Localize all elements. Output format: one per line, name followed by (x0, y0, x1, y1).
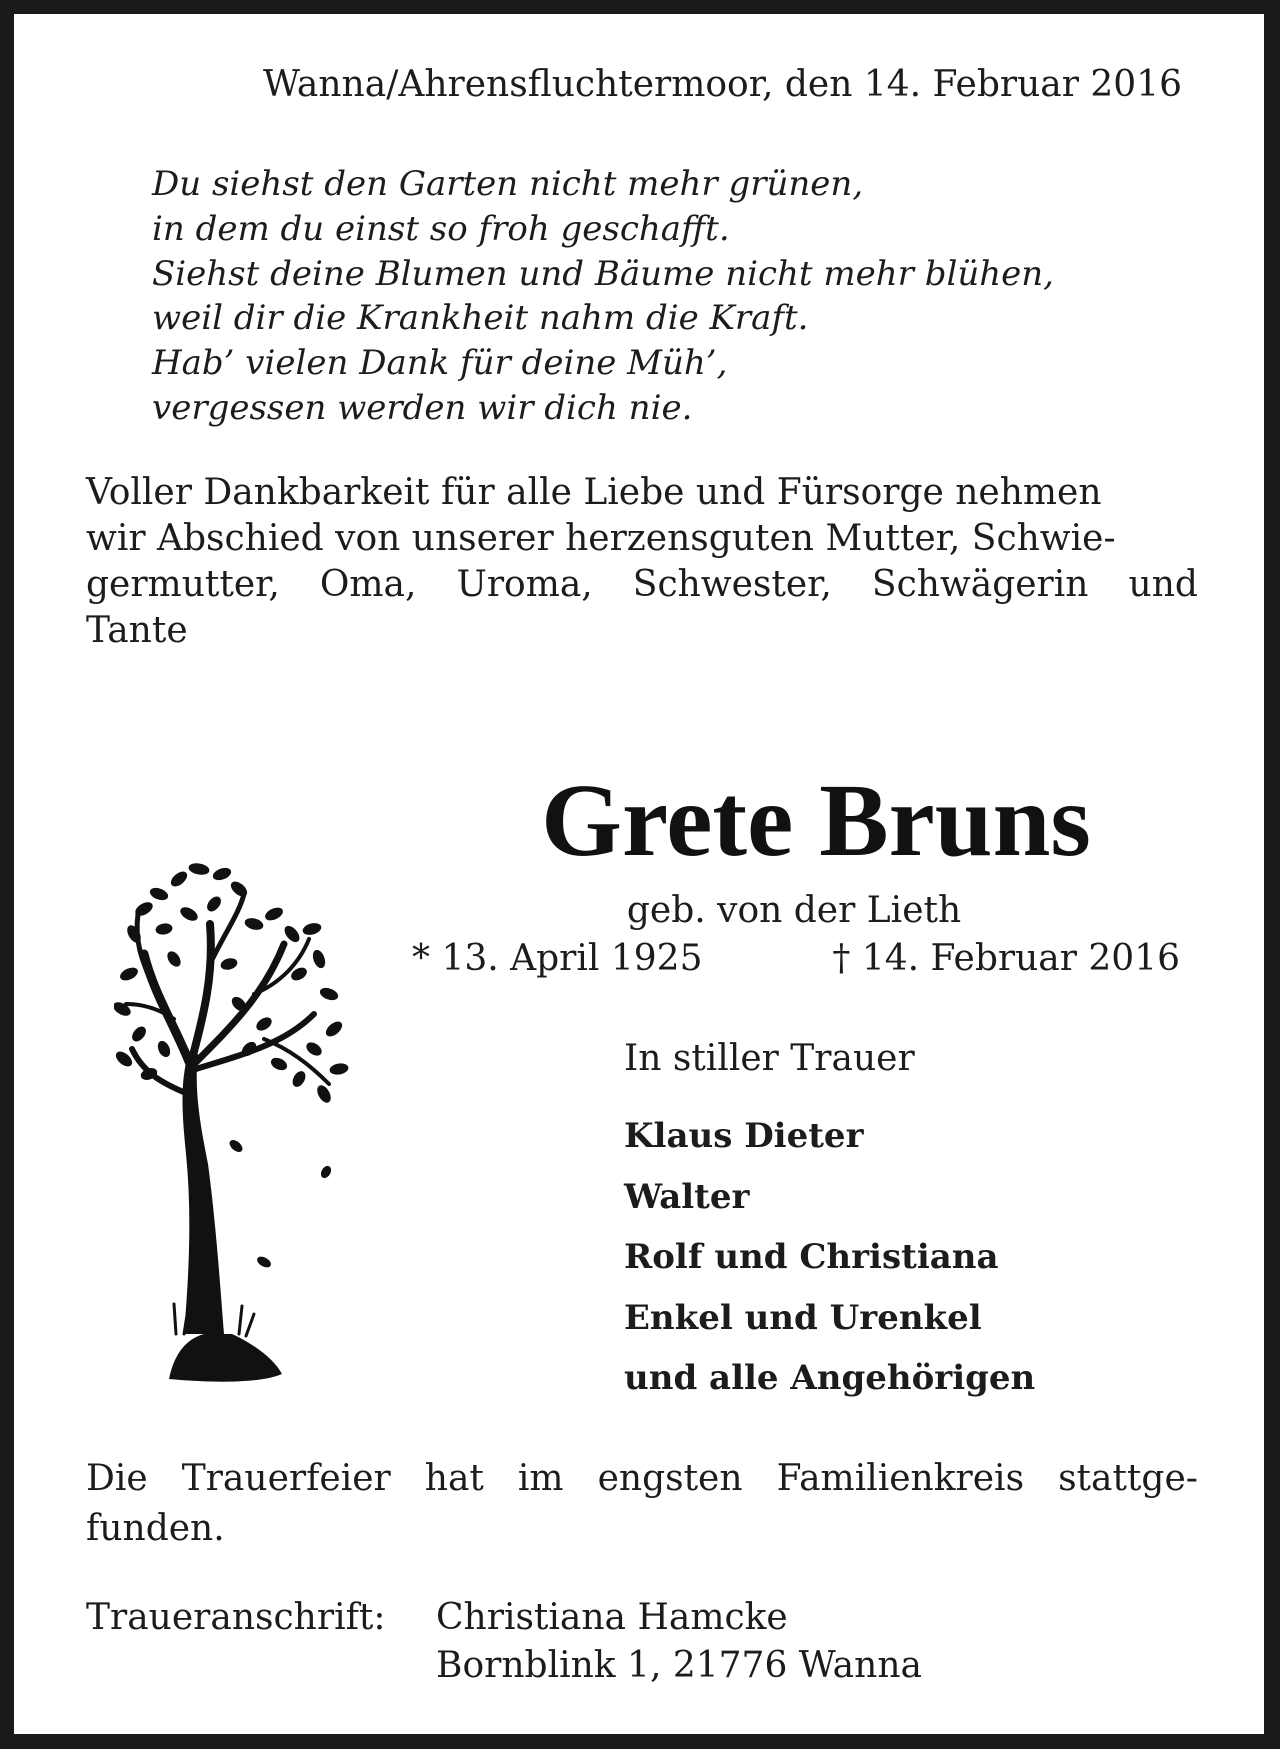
poem-line: Hab’ vielen Dank für deine Müh’, (152, 343, 728, 384)
death-date: † 14. Februar 2016 (832, 938, 1180, 979)
intro-text (86, 470, 1198, 654)
intro-line-justified (86, 562, 1198, 608)
ceremony-line: funden. (86, 1508, 225, 1549)
mourner-name: Rolf und Christiana (624, 1237, 999, 1277)
ceremony-line-justified (86, 1454, 1198, 1504)
birth-name: geb. von der Lieth (626, 890, 962, 931)
intro-line: wir Abschied von unserer herzensguten Mutter, Schwie- (86, 518, 1116, 559)
mourning-address (86, 1594, 922, 1690)
ceremony-word: Familienkreis (776, 1458, 1025, 1499)
deceased-name: Grete Bruns (541, 763, 1091, 878)
mourner-name: Enkel und Urenkel (624, 1297, 982, 1338)
address-name: Christiana Hamcke (436, 1597, 788, 1638)
ceremony-note (86, 1454, 1198, 1554)
ceremony-word: Trauerfeier (181, 1458, 391, 1499)
ceremony-word: stattge- (1058, 1458, 1198, 1499)
intro-word: Uroma, (456, 564, 593, 605)
address-street: Bornblink 1, 21776 Wanna (436, 1645, 922, 1686)
mourners-list (624, 1106, 1035, 1409)
intro-word: germutter, (86, 564, 280, 605)
mourner-name: Klaus Dieter (624, 1116, 864, 1156)
poem (152, 162, 1054, 431)
poem-line: weil dir die Krankheit nahm die Kraft. (152, 298, 809, 339)
ceremony-word: im (517, 1458, 564, 1499)
life-dates (412, 938, 1180, 979)
intro-line: Tante (86, 610, 188, 651)
mourning-heading: In stiller Trauer (624, 1038, 915, 1079)
poem-line: Du siehst den Garten nicht mehr grünen, (152, 164, 864, 204)
poem-line: vergessen werden wir dich nie. (152, 387, 693, 428)
intro-line: Voller Dankbarkeit für alle Liebe und Fürsorge nehmen (86, 472, 1102, 513)
intro-word: Oma, (319, 564, 417, 605)
poem-line: Siehst deine Blumen und Bäume nicht mehr blühen, (152, 253, 1054, 294)
ceremony-word: engsten (597, 1458, 743, 1499)
address-label: Traueranschrift: (86, 1597, 386, 1638)
tree-silhouette-icon (114, 834, 404, 1394)
mourner-name: Walter (624, 1176, 750, 1217)
mourner-name: und alle Angehörigen (624, 1358, 1036, 1398)
intro-word: und (1128, 564, 1198, 605)
intro-word: Schwägerin (871, 564, 1089, 605)
birth-date: * 13. April 1925 (412, 938, 703, 979)
ceremony-word: hat (424, 1458, 484, 1499)
intro-word: Schwester, (632, 564, 832, 605)
ceremony-word: Die (86, 1458, 148, 1499)
poem-line: in dem du einst so froh geschafft. (152, 208, 730, 249)
place-date: Wanna/Ahrensfluchtermoor, den 14. Februar 2016 (263, 64, 1182, 105)
